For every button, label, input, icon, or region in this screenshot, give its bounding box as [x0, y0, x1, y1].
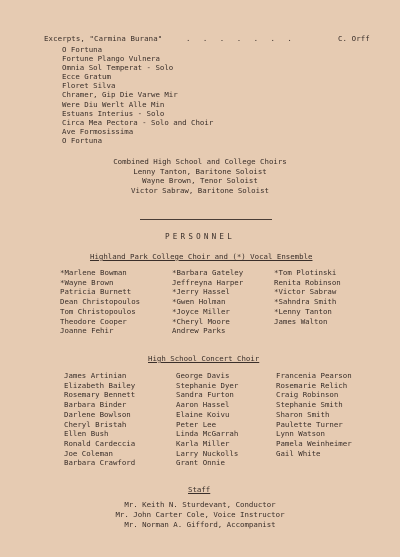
staff-heading: Staff [188, 485, 211, 494]
member-name: Craig Robinson [276, 390, 339, 400]
staff-member: Mr. John Carter Cole, Voice Instructor [115, 510, 285, 519]
member-name: Joanne Fehir [60, 326, 114, 336]
credit-line: Lenny Tanton, Baritone Soloist [133, 166, 267, 176]
member-name: *Jerry Hassel [172, 287, 230, 297]
member-name: *Cheryl Moore [172, 316, 230, 326]
college-column-3 [274, 268, 341, 326]
member-name: *Victor Sabraw [274, 287, 337, 297]
member-name: Gail White [276, 448, 321, 458]
member-name: *Sahndra Smith [274, 297, 337, 307]
member-name: Ellen Bush [64, 429, 109, 439]
divider-rule [140, 219, 272, 220]
movement-item: Estuans Interius - Solo [62, 108, 165, 118]
member-name: Elizabeth Bailey [64, 380, 136, 390]
member-name: Patricia Burnett [60, 287, 132, 297]
movement-item: Fortune Plango Vulnera [62, 54, 160, 64]
movement-item: Circa Mea Pectora - Solo and Choir [62, 117, 214, 127]
member-name: Darlene Bowlson [64, 409, 131, 419]
member-name: Ronald Cardeccia [64, 438, 136, 448]
college-choir-heading: Highland Park College Choir and (*) Vocal Ensemble [90, 252, 313, 261]
member-name: Dean Christopoulos [60, 297, 141, 307]
member-name: Renita Robinson [274, 277, 341, 287]
member-name: Barbara Crawford [64, 458, 136, 468]
member-name: Cheryl Bristah [64, 419, 127, 429]
staff-member: Mr. Keith N. Sturdevant, Conductor [124, 500, 276, 509]
college-column-1 [60, 268, 140, 336]
member-name: Theodore Cooper [60, 316, 127, 326]
member-name: *Lenny Tanton [274, 306, 332, 316]
member-name: Barbara Binder [64, 400, 127, 410]
member-name: *Wayne Brown [60, 277, 114, 287]
movement-item: O Fortuna [62, 135, 103, 145]
credit-line: Victor Sabraw, Baritone Soloist [131, 185, 269, 195]
member-name: Andrew Parks [172, 326, 226, 336]
high-school-column-3 [276, 371, 352, 458]
member-name: Aaron Hassel [176, 400, 230, 410]
member-name: Rosemarie Relich [276, 380, 348, 390]
member-name: Sharon Smith [276, 409, 330, 419]
excerpts-title: Excerpts, "Carmina Burana" [44, 34, 163, 43]
member-name: Stephanie Dyer [176, 380, 239, 390]
member-name: Pamela Weinheimer [276, 438, 352, 448]
staff-member: Mr. Norman A. Gifford, Accompanist [124, 520, 276, 529]
member-name: Rosemary Bennett [64, 390, 136, 400]
staff-list [0, 500, 400, 530]
member-name: *Marlene Bowman [60, 268, 127, 277]
movement-item: Omnia Sol Temperat - Solo [62, 63, 174, 73]
member-name: Linda McGarrah [176, 429, 239, 439]
member-name: Larry Nuckolls [176, 448, 239, 458]
member-name: *Gwen Holman [172, 297, 226, 307]
member-name: *Tom Plotinski [274, 268, 337, 277]
member-name: Elaine Koivu [176, 409, 230, 419]
member-name: George Davis [176, 371, 230, 380]
member-name: Joe Coleman [64, 448, 113, 458]
movement-item: Floret Silva [62, 81, 116, 91]
movement-item: Ave Formosissima [62, 126, 134, 136]
member-name: Jeffreyna Harper [172, 277, 244, 287]
high-school-choir-heading: High School Concert Choir [148, 354, 260, 363]
member-name: Peter Lee [176, 419, 217, 429]
performer-credits [0, 157, 400, 195]
member-name: *Barbara Gateley [172, 268, 244, 277]
member-name: James Artinian [64, 371, 127, 380]
movement-item: Chramer, Gip Die Varwe Mir [62, 90, 178, 100]
college-column-2 [172, 268, 243, 336]
member-name: Tom Christopoulos [60, 306, 136, 316]
member-name: Karla Miller [176, 438, 230, 448]
member-name: Paulette Turner [276, 419, 343, 429]
member-name: Stephanie Smith [276, 400, 343, 410]
personnel-title: PERSONNEL [165, 232, 235, 241]
movement-list [62, 45, 213, 145]
composer-name: C. Orff [338, 34, 370, 43]
high-school-column-1 [64, 371, 135, 468]
movement-item: O Fortuna [62, 45, 103, 54]
movement-item: Ecce Gratum [62, 72, 111, 82]
member-name: Francenia Pearson [276, 371, 352, 380]
movement-item: Were Diu Werlt Alle Min [62, 99, 165, 109]
credit-line: Wayne Brown, Tenor Soloist [142, 176, 258, 186]
member-name: James Walton [274, 316, 328, 326]
member-name: Grant Onnie [176, 458, 225, 468]
credit-line: Combined High School and College Choirs [113, 157, 287, 166]
member-name: Sandra Furton [176, 390, 234, 400]
dot-leaders: . . . . . . . [186, 34, 296, 43]
member-name: Lynn Watson [276, 429, 325, 439]
member-name: *Joyce Miller [172, 306, 230, 316]
high-school-column-2 [176, 371, 238, 468]
